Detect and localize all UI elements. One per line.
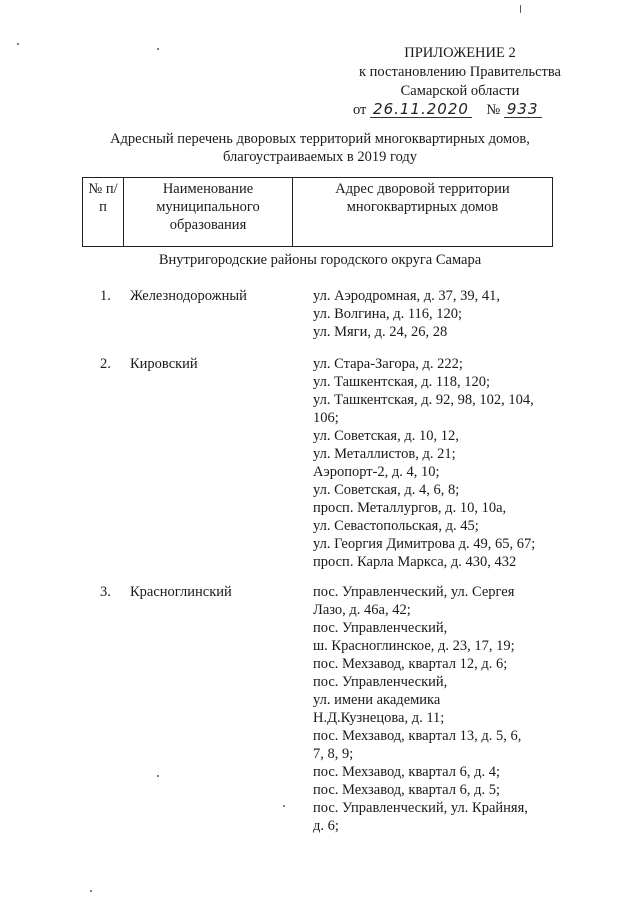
- annex-title: ПРИЛОЖЕНИЕ 2: [404, 45, 516, 61]
- scan-speck: [17, 43, 19, 45]
- address-line: ул. Аэродромная, д. 37, 39, 41,: [313, 288, 501, 304]
- row-addresses: [313, 355, 563, 571]
- header-col-municipality: Наименование муниципального образования: [124, 178, 293, 247]
- header-col-address: Адрес дворовой территории многоквартирных домов: [293, 178, 553, 247]
- address-line: ул. Волгина, д. 116, 120;: [313, 306, 463, 322]
- number-label: №: [486, 102, 501, 118]
- address-line: ул. имени академика: [313, 692, 441, 708]
- address-line: ул. Ташкентская, д. 92, 98, 102, 104,: [313, 392, 534, 408]
- handwritten-date: 26.11.2020: [370, 102, 472, 118]
- address-line: ул. Стара-Загора, д. 222;: [313, 356, 463, 372]
- title-line-2: благоустраиваемых в 2019 году: [222, 149, 418, 165]
- annex-resolution: к постановлению Правительства: [359, 64, 561, 80]
- table-header: [82, 177, 553, 247]
- address-line: ул. Мяги, д. 24, 26, 28: [313, 324, 448, 340]
- scan-speck: [283, 805, 285, 807]
- address-line: пос. Мехзавод, квартал 6, д. 4;: [313, 764, 500, 780]
- scan-speck: [520, 5, 521, 13]
- row-district: Красноглинский: [130, 584, 232, 600]
- address-line: Лазо, д. 46а, 42;: [313, 602, 411, 618]
- row-number: 1.: [100, 288, 111, 304]
- row-number: 2.: [100, 356, 111, 372]
- address-line: Аэропорт-2, д. 4, 10;: [313, 464, 440, 480]
- address-line: пос. Управленческий,: [313, 620, 448, 636]
- address-line: ул. Советская, д. 10, 12,: [313, 428, 459, 444]
- from-label: от: [353, 102, 367, 118]
- row-addresses: [313, 583, 563, 835]
- annex-region: Самарской области: [400, 83, 520, 99]
- address-line: ул. Ташкентская, д. 118, 120;: [313, 374, 491, 390]
- address-line: ул. Севастопольская, д. 45;: [313, 518, 479, 534]
- scan-speck: [157, 775, 159, 777]
- address-line: пос. Управленческий, ул. Крайняя,: [313, 800, 528, 816]
- address-line: ул. Советская, д. 4, 6, 8;: [313, 482, 460, 498]
- row-number: 3.: [100, 584, 111, 600]
- annex-header: [345, 44, 575, 120]
- address-line: просп. Металлургов, д. 10, 10а,: [313, 500, 507, 516]
- header-col-number: № п/п: [83, 178, 124, 247]
- address-line: д. 6;: [313, 818, 339, 834]
- address-line: ул. Георгия Димитрова д. 49, 65, 67;: [313, 536, 536, 552]
- address-line: 106;: [313, 410, 339, 426]
- row-district: Железнодорожный: [130, 288, 247, 304]
- title-line-1: Адресный перечень дворовых территорий многоквартирных домов,: [110, 131, 530, 147]
- header-row: [83, 178, 553, 247]
- row-district: Кировский: [130, 356, 198, 372]
- address-line: ул. Металлистов, д. 21;: [313, 446, 456, 462]
- region-heading: Внутригородские районы городского округа Самара: [158, 252, 482, 268]
- address-line: 7, 8, 9;: [313, 746, 354, 762]
- address-line: Н.Д.Кузнецова, д. 11;: [313, 710, 445, 726]
- address-line: пос. Управленческий,: [313, 674, 448, 690]
- address-line: пос. Мехзавод, квартал 12, д. 6;: [313, 656, 508, 672]
- address-line: просп. Карла Маркса, д. 430, 432: [313, 554, 517, 570]
- scan-speck: [157, 48, 159, 50]
- document-title: [60, 130, 580, 166]
- handwritten-number: 933: [504, 102, 542, 118]
- annex-signature-line: [353, 101, 575, 120]
- address-line: пос. Мехзавод, квартал 13, д. 5, 6,: [313, 728, 522, 744]
- row-addresses: [313, 287, 563, 341]
- address-line: пос. Мехзавод, квартал 6, д. 5;: [313, 782, 500, 798]
- scan-speck: [90, 890, 92, 892]
- address-line: ш. Красноглинское, д. 23, 17, 19;: [313, 638, 515, 654]
- address-line: пос. Управленческий, ул. Сергея: [313, 584, 515, 600]
